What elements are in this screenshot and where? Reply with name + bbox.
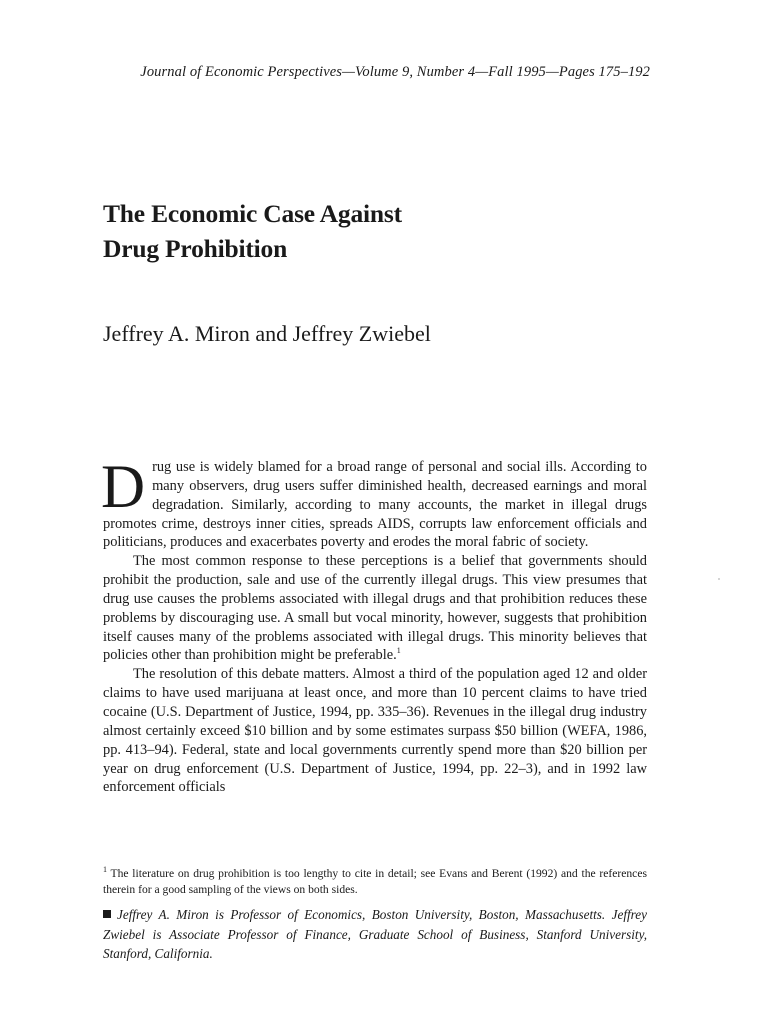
paragraph-1-text: rug use is widely blamed for a broad range of personal and social ills. According to many observers, drug users suffer diminished health, decreased earnings and moral degradation. Similarly, according to many accounts, the market in illegal drugs promotes crime, destroys inner cities, spreads AIDS, corrupts law enforcement officials and politicians, produces and exacerbates poverty and erodes the moral fabric of society. [103,459,647,551]
article-title [103,196,402,266]
footnote-mark: 1 [103,865,107,875]
footnote-text: The literature on drug prohibition is too lengthy to cite in detail; see Evans and Berent (1992) and the references therein for a good sampling of the views on both sides. [103,867,647,896]
footnote-reference: 1 [396,646,401,656]
paragraph-2 [103,552,647,665]
article-authors: Jeffrey A. Miron and Jeffrey Zwiebel [103,321,431,346]
author-bio-text: Jeffrey A. Miron is Professor of Economics, Boston University, Boston, Massachusetts. Jeffrey Zwiebel is Associate Professor of Finance, Graduate School of Business, Stanford University, Stanford, California. [103,907,647,961]
paragraph-3-text: The resolution of this debate matters. Almost a third of the population aged 12 and older claims to have used marijuana at least once, and more than 10 percent claims to have tried cocaine (U.S. Department of Justice, 1994, pp. 335–36). Revenues in the illegal drug industry almost certainly exceed $10 billion and by some estimates surpass $50 billion (WEFA, 1986, pp. 413–94). Federal, state and local governments currently spend more than $20 billion per year on drug enforcement (U.S. Department of Justice, 1994, pp. 22–3), and in 1992 law enforcement officials [103,666,647,796]
running-head: Journal of Economic Perspectives—Volume 9, Number 4—Fall 1995—Pages 175–192 [140,64,650,80]
title-line-2: Drug Prohibition [103,234,288,263]
article-body [101,454,647,797]
paragraph-2-text: The most common response to these perceptions is a belief that governments should prohibit the production, sale and use of the currently illegal drugs. This view presumes that drug use causes the problems associated with illegal drugs and that prohibition reduces these problems by discouraging use. A small but vocal minority, however, suggests that prohibition itself causes many of the problems associated with illegal drugs. This minority believes that policies other than prohibition might be preferable. [103,553,647,664]
paragraph-3 [103,665,647,797]
title-line-1: The Economic Case Against [103,199,402,228]
author-bio [103,905,647,964]
scan-speck [718,578,720,580]
square-bullet-icon [103,910,111,918]
drop-cap: D [101,454,146,521]
paragraph-1 [101,454,647,552]
footnote [103,866,647,898]
